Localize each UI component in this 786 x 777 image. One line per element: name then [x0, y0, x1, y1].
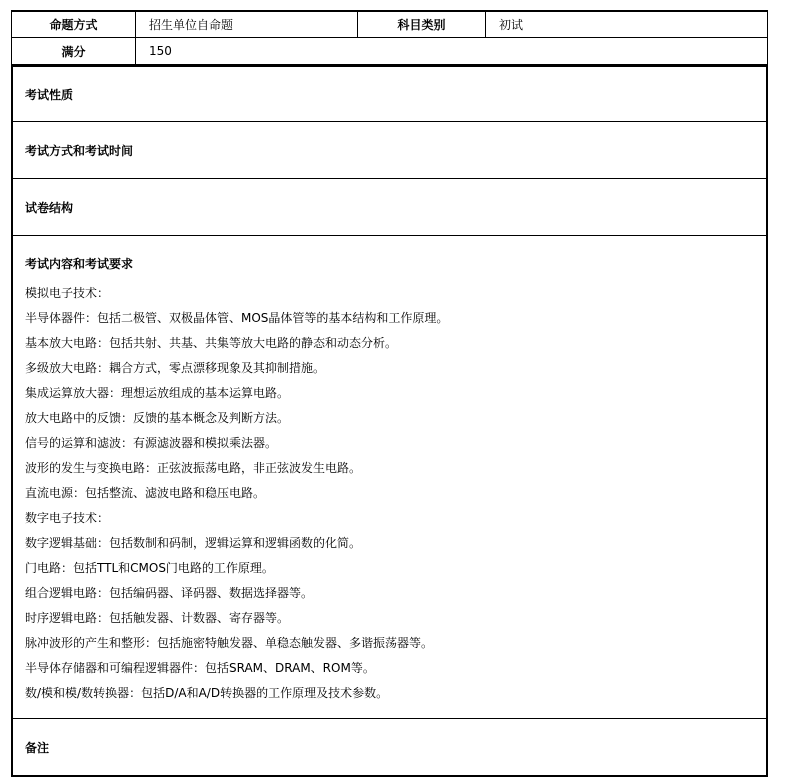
score-label: 满分	[12, 38, 136, 64]
content-line: 时序逻辑电路：包括触发器、计数器、寄存器等。	[25, 611, 290, 625]
section-nature-title: 考试性质	[25, 87, 74, 102]
section-structure	[11, 179, 768, 236]
content-line: 多级放大电路：耦合方式，零点漂移现象及其抑制措施。	[25, 361, 326, 375]
info-row-mode	[11, 10, 768, 38]
content-line: 门电路：包括TTL和CMOS门电路的工作原理。	[25, 561, 274, 575]
score-value: 150	[149, 44, 172, 58]
content-line: 放大电路中的反馈：反馈的基本概念及判断方法。	[25, 411, 290, 425]
section-notes-title: 备注	[25, 740, 50, 755]
content-line: 集成运算放大器：理想运放组成的基本运算电路。	[25, 386, 290, 400]
content-line: 半导体器件：包括二极管、双极晶体管、MOS晶体管等的基本结构和工作原理。	[25, 311, 449, 325]
content-line: 数字逻辑基础：包括数制和码制，逻辑运算和逻辑函数的化简。	[25, 536, 362, 550]
category-label: 科目类别	[358, 12, 486, 37]
content-line: 信号的运算和滤波：有源滤波器和模拟乘法器。	[25, 436, 278, 450]
section-content	[11, 236, 768, 719]
section-structure-title: 试卷结构	[25, 200, 74, 215]
section-notes	[11, 719, 768, 777]
exam-syllabus-table	[11, 10, 768, 777]
section-nature	[11, 65, 768, 122]
content-line: 数字电子技术：	[25, 511, 110, 525]
category-value: 初试	[499, 18, 524, 32]
content-line: 半导体存储器和可编程逻辑器件：包括SRAM、DRAM、ROM等。	[25, 661, 375, 675]
section-content-title: 考试内容和考试要求	[25, 257, 134, 271]
content-line: 基本放大电路：包括共射、共基、共集等放大电路的静态和动态分析。	[25, 336, 398, 350]
mode-label: 命题方式	[12, 12, 136, 37]
content-line: 波形的发生与变换电路：正弦波振荡电路，非正弦波发生电路。	[25, 461, 362, 475]
content-line: 模拟电子技术：	[25, 286, 110, 300]
content-line: 直流电源：包括整流、滤波电路和稳压电路。	[25, 486, 266, 500]
mode-value: 招生单位自命题	[136, 12, 358, 37]
content-line: 数/模和模/数转换器：包括D/A和A/D转换器的工作原理及技术参数。	[25, 686, 389, 700]
section-method	[11, 122, 768, 179]
content-line: 组合逻辑电路：包括编码器、译码器、数据选择器等。	[25, 586, 314, 600]
info-row-score	[11, 38, 768, 65]
section-method-title: 考试方式和考试时间	[25, 143, 134, 158]
content-line: 脉冲波形的产生和整形：包括施密特触发器、单稳态触发器、多谐振荡器等。	[25, 636, 434, 650]
